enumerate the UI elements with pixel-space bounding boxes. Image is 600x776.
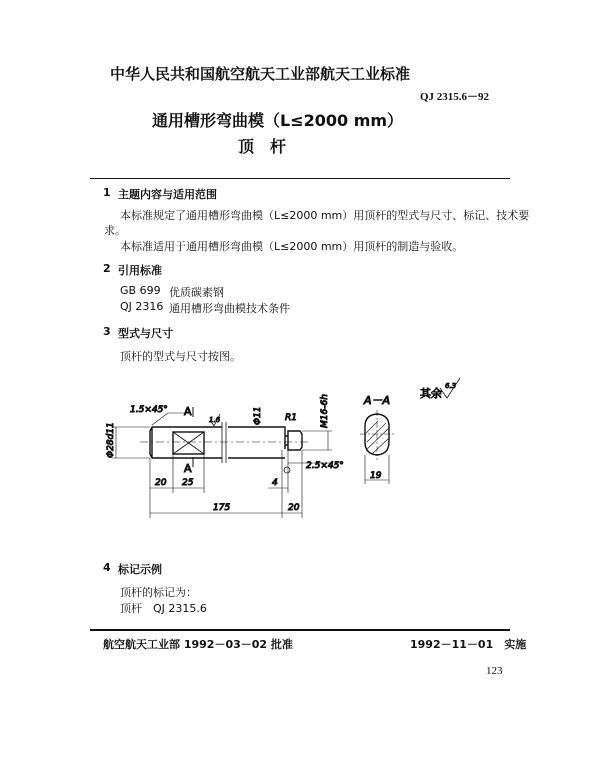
section-4-title: 标记示例 [118, 563, 162, 576]
dim-175: 175 [213, 503, 231, 513]
section-2-title: 引用标准 [118, 264, 162, 277]
section-2-num: 2 [103, 262, 111, 275]
diameter-main-label: Φ28d11 [106, 422, 116, 458]
org-name: 中华人民共和国航空航天工业部航天工业标准 [110, 65, 411, 83]
page-number: 123 [486, 665, 503, 677]
dim-25: 25 [182, 478, 194, 488]
paragraph: 求。 [104, 224, 126, 237]
dim-20: 20 [155, 478, 167, 488]
paragraph: 本标准规定了通用槽形弯曲模（L≤2000 mm）用顶杆的型式与尺寸、标记、技术要 [120, 209, 530, 222]
section-mark-bottom: A [184, 462, 192, 475]
radius-label: R1 [285, 413, 297, 423]
paragraph: 本标准适用于通用槽形弯曲模（L≤2000 mm）用顶杆的制造与验收。 [120, 240, 464, 253]
approval-date: 航空航天工业部 1992－03－02 批准 [103, 638, 293, 651]
doc-subtitle: 顶 杆 [238, 137, 287, 156]
thread-label: M16-6h [320, 394, 330, 428]
doc-title: 通用槽形弯曲模（L≤2000 mm） [152, 111, 404, 130]
ref-code: GB 699 [120, 284, 161, 297]
ref-name: 通用槽形弯曲模技术条件 [169, 302, 290, 315]
paragraph: 顶杆 QJ 2315.6 [120, 602, 207, 615]
dim-20-thread: 20 [288, 503, 300, 513]
rest-roughness-label: 其余 [420, 387, 442, 400]
section-1-title: 主题内容与适用范围 [118, 188, 217, 201]
section-4-num: 4 [103, 561, 111, 574]
diameter-small-label: Φ11 [253, 406, 263, 425]
ref-name: 优质碳素钢 [169, 286, 224, 299]
section-title: A－A [364, 394, 391, 407]
section-1-num: 1 [103, 186, 111, 199]
effective-date: 1992－11－01 实施 [410, 638, 527, 651]
section-3-num: 3 [103, 325, 111, 338]
rest-roughness-value: 6.3 [445, 382, 457, 390]
ref-code: QJ 2316 [120, 300, 164, 313]
paragraph: 顶杆的标记为： [120, 586, 197, 599]
section-3-title: 型式与尺寸 [118, 327, 173, 340]
section-mark-top: A [184, 405, 192, 418]
chamfer2-label: 2.5×45° [306, 461, 344, 471]
footer-divider [90, 629, 510, 631]
chamfer-label: 1.5×45° [130, 405, 168, 415]
dim-4: 4 [272, 478, 278, 488]
roughness-label: 1.6 [209, 416, 221, 424]
dim-19: 19 [370, 471, 382, 481]
paragraph: 顶杆的型式与尺寸按图。 [120, 350, 241, 363]
standard-code: QJ 2315.6－92 [420, 91, 490, 103]
